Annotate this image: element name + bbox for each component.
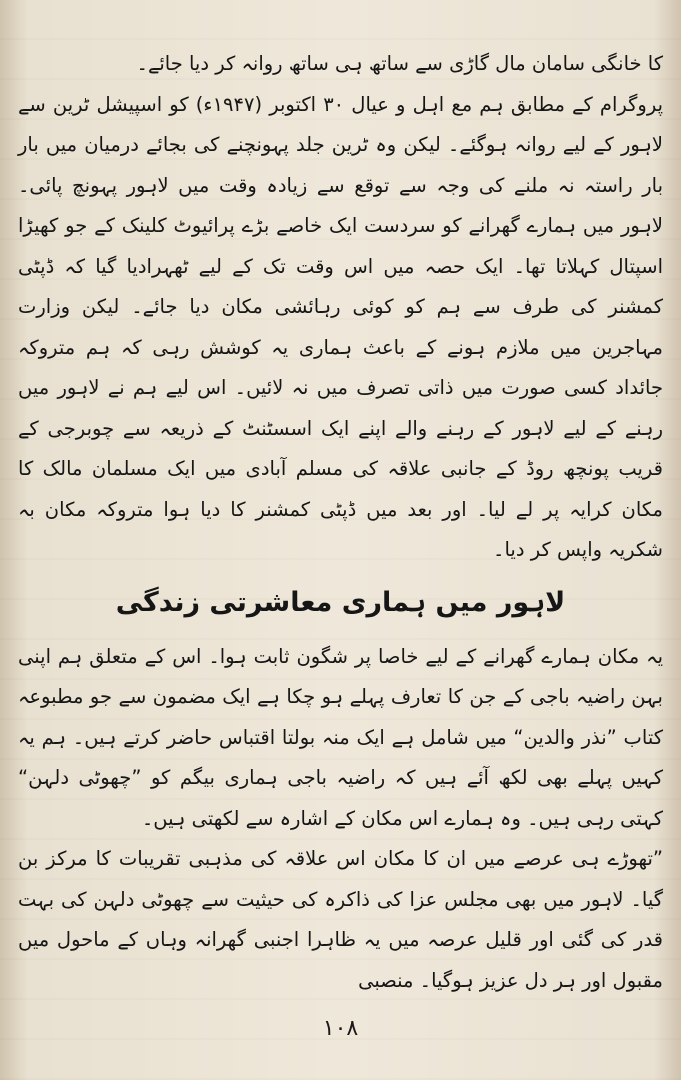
paragraph-3: یہ مکان ہمارے گھرانے کے لیے خاصا پر شگون ثابت ہوا۔ اس کے متعلق ہم اپنی بہن راضیہ باجی کے جن کا تعارف پہلے ہو چکا ہے ایک مضمون سے جو مطبوعہ کتاب ”نذر والدین“ میں شامل ہے ایک منہ بولتا اقتباس حاضر کرتے ہیں۔ ہم یہ کہیں پہلے بھی لکھ آئے ہیں کہ راضیہ باجی ہماری بیگم کو ”چھوٹی دلہن“ کہتی رہی ہیں۔ وہ ہمارے اس مکان کے اشارہ سے لکھتی ہیں۔ (18, 644, 663, 830)
paragraph-2: پروگرام کے مطابق ہم مع اہل و عیال ۳۰ اکتوبر (۱۹۴۷ء) کو اسپیشل ٹرین سے لاہور کے لیے روانہ ہوگئے۔ لیکن وہ ٹرین جلد پہونچنے کی بجائے درمیان میں بار بار راستہ نہ ملنے کی وجہ سے توقع سے زیادہ وقت میں لاہور پہونچ پائی۔ لاہور میں ہمارے گھرانے کو سردست ایک خاصے بڑے پرائیوٹ کلینک کے جو کھیڑا اسپتال کہلاتا تھا۔ ایک حصہ میں اس وقت تک کے لیے ٹھہرادیا گیا کہ ڈپٹی کمشنر کی طرف سے ہم کو کوئی رہائشی مکان دیا جائے۔ لیکن وزارت مہاجرین میں ملازم ہونے کے باعث ہماری یہ کوشش رہی کہ ہم متروکہ جائداد کسی صورت میں ذاتی تصرف میں نہ لائیں۔ اس لیے ہم نے لاہور میں رہنے کے لیے لاہور کے رہنے والے اپنے ایک اسسٹنٹ کے ذریعہ سے چوبرجی کے قریب پونچھ روڈ کے جانبی علاقہ کی مسلم آبادی میں ایک مسلمان مالک کا مکان کرایہ پر لے لیا۔ اور بعد میں ڈپٹی کمشنر کا دیا ہوا متروکہ مکان بہ شکریہ واپس کر دیا۔ (18, 92, 664, 561)
paragraph-4-quotation: ”تھوڑے ہی عرصے میں ان کا مکان اس علاقہ کی مذہبی تقریبات کا مرکز بن گیا۔ لاہور میں بھی مجلس عزا کی ذاکرہ کی حیثیت سے چھوٹی دلہن کی بہت قدر کی گئی اور قلیل عرصہ میں یہ ظاہرا اجنبی گھرانہ وہاں کے ماحول میں مقبول اور ہر دل عزیز ہوگیا۔ منصبی (18, 847, 663, 992)
page-text-body (18, 44, 663, 1001)
section-heading: لاہور میں ہماری معاشرتی زندگی (115, 586, 566, 618)
page-number: ۱۰۸ (322, 1016, 359, 1041)
paragraph-1: کا خانگی سامان مال گاڑی سے ساتھ ہی ساتھ روانہ کر دیا جائے۔ (136, 52, 663, 75)
